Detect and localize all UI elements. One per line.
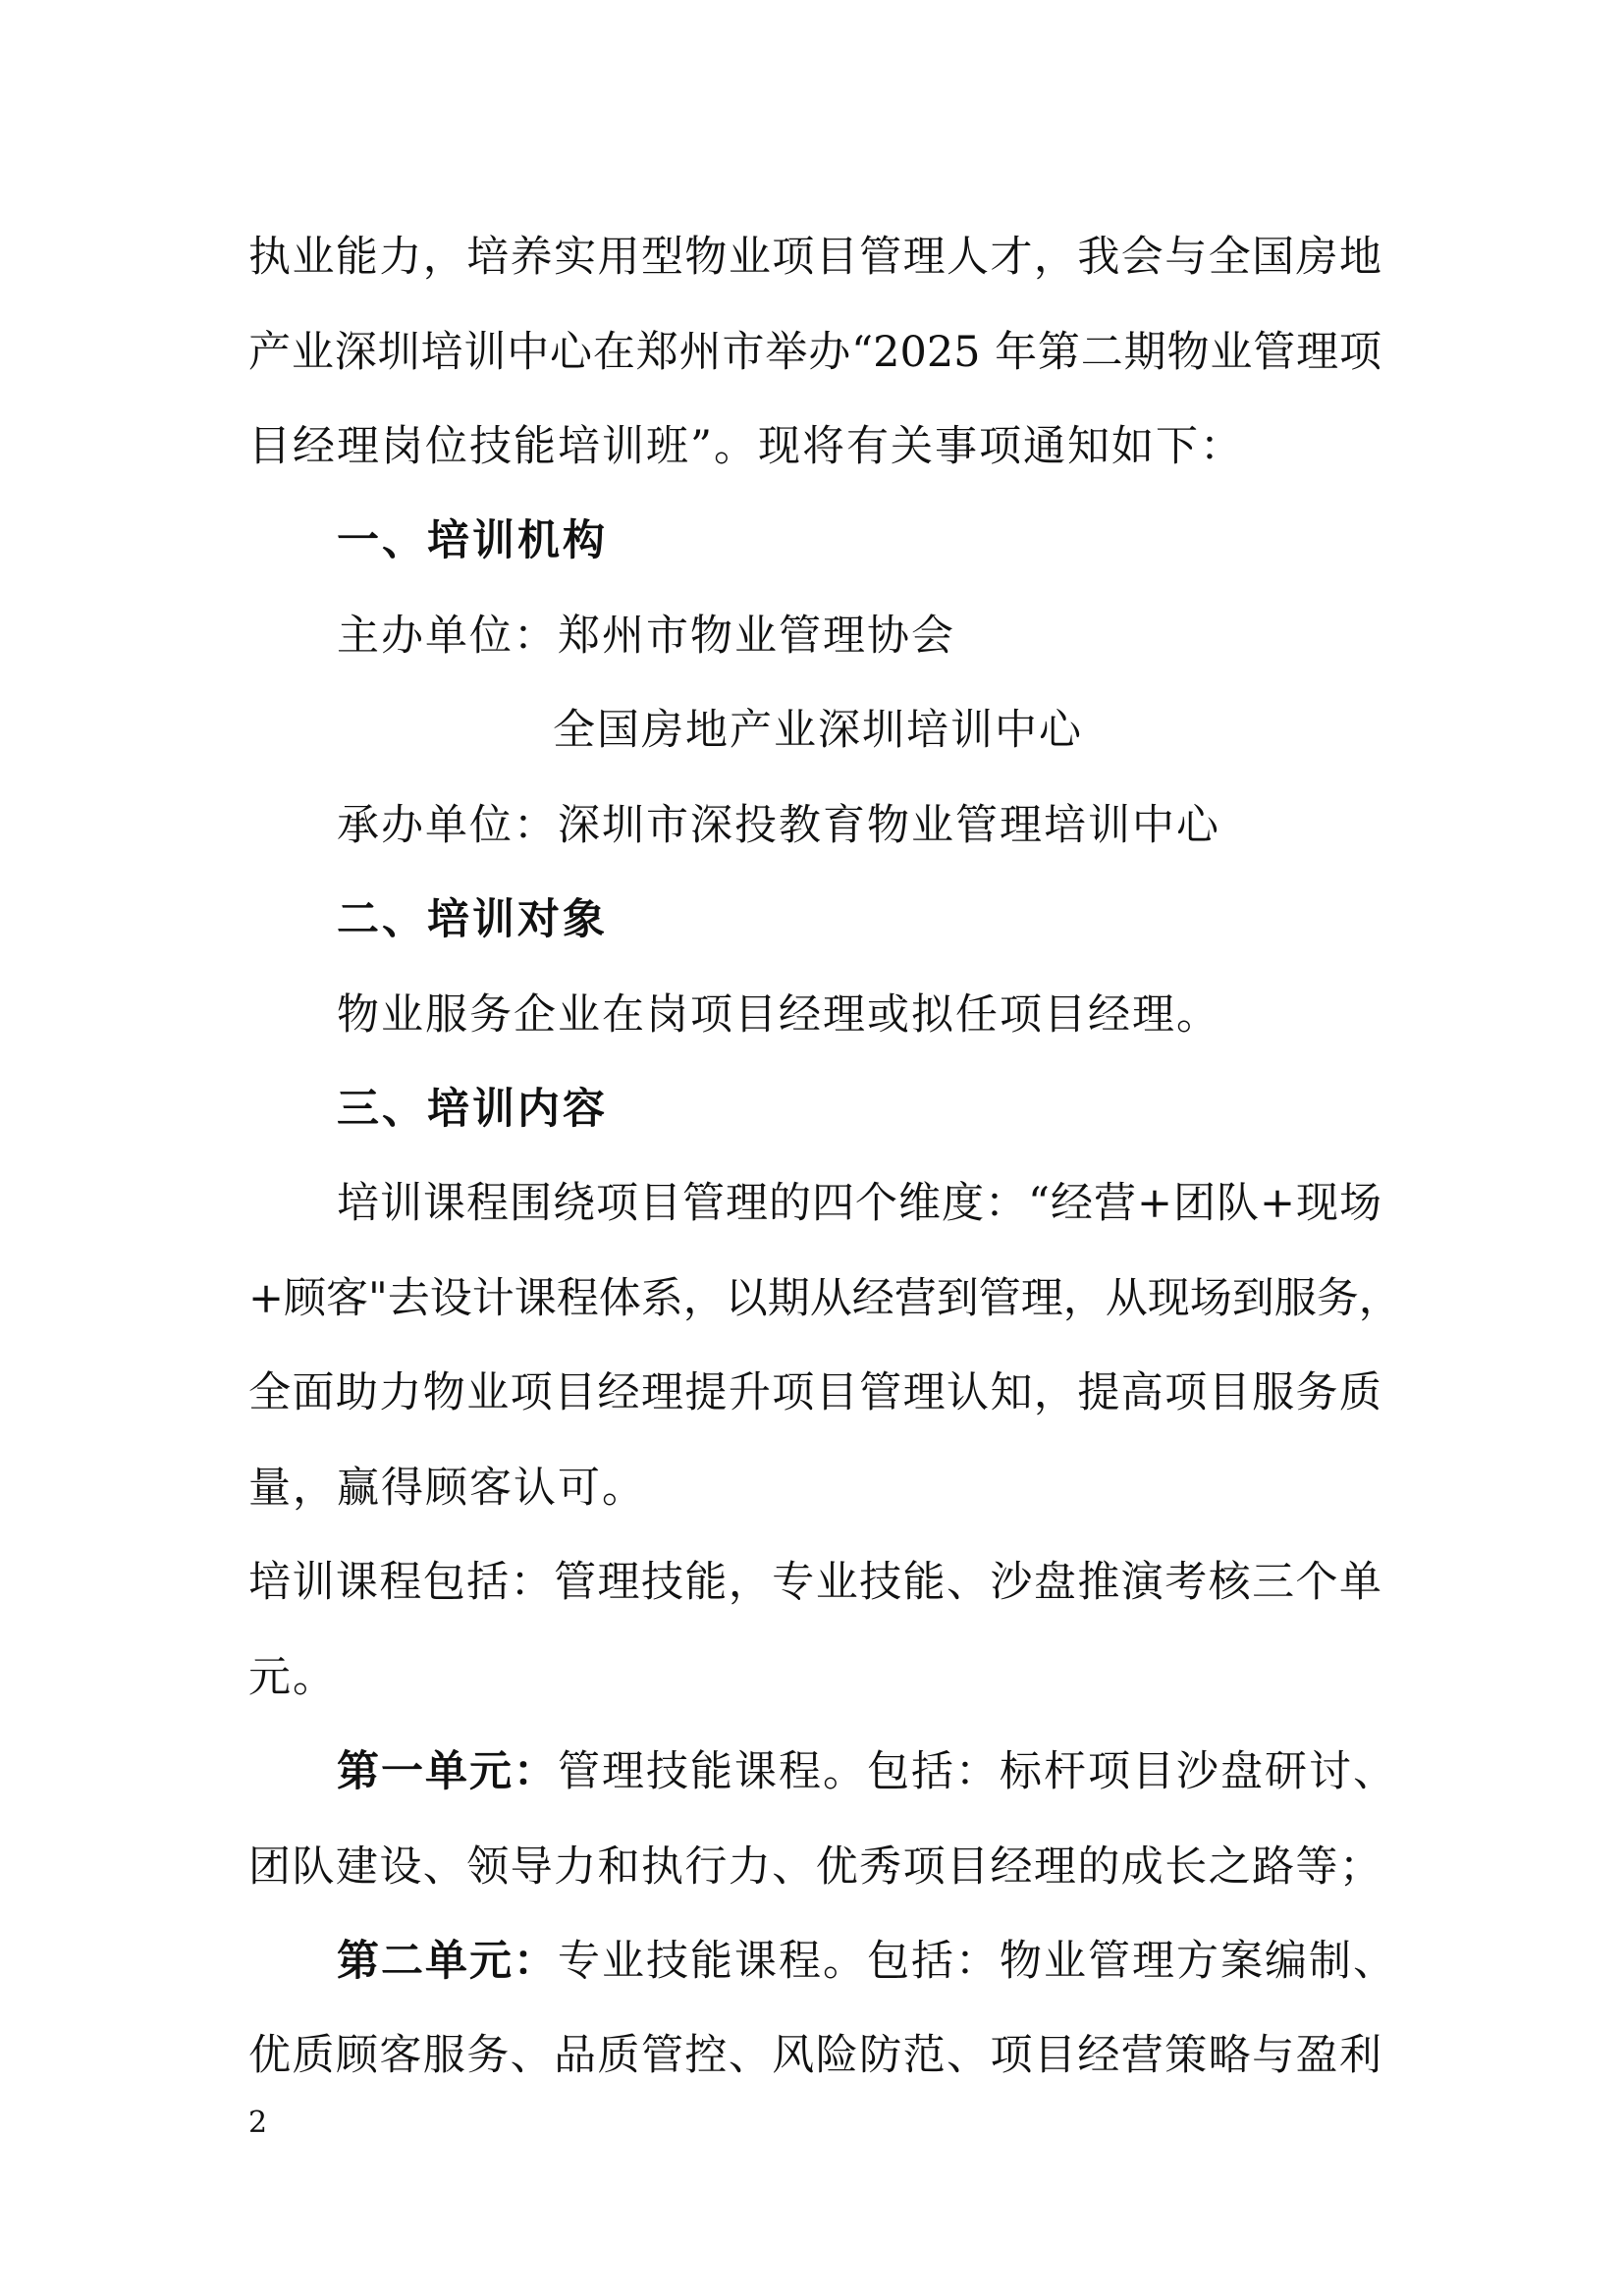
body-line-2: 产业深圳培训中心在郑州市举办“2025 年第二期物业管理项: [248, 328, 1381, 377]
section-heading-2: 二、培训对象: [337, 895, 608, 944]
organizer-line-2: 全国房地产业深圳培训中心: [553, 706, 1083, 755]
unit-2-line: [337, 1934, 1397, 1989]
content-line-1: 培训课程围绕项目管理的四个维度：“经营+团队+现场: [337, 1179, 1381, 1228]
section-heading-3: 三、培训内容: [337, 1085, 608, 1134]
unit-2-line-2: 优质顾客服务、品质管控、风险防范、项目经营策略与盈利: [248, 2031, 1381, 2080]
section-heading-1: 一、培训机构: [337, 516, 608, 565]
unit-1-line: [337, 1744, 1397, 1799]
co-organizer-line: 承办单位：深圳市深投教育物业管理培训中心: [337, 801, 1220, 850]
unit-2-text: 专业技能课程。包括：物业管理方案编制、: [558, 1937, 1397, 1986]
body-line-3: 目经理岗位技能培训班”。现将有关事项通知如下：: [248, 422, 1244, 471]
target-line: 物业服务企业在岗项目经理或拟任项目经理。: [337, 990, 1220, 1040]
content-line-4: 量，赢得顾客认可。: [248, 1464, 646, 1513]
unit-1-line-2: 团队建设、领导力和执行力、优秀项目经理的成长之路等；: [248, 1842, 1381, 1892]
content-line-2: +顾客"去设计课程体系，以期从经营到管理，从现场到服务，: [248, 1274, 1401, 1323]
content-line-3: 全面助力物业项目经理提升项目管理认知，提高项目服务质: [248, 1368, 1381, 1417]
unit-1-text: 管理技能课程。包括：标杆项目沙盘研讨、: [558, 1747, 1397, 1796]
organizer-line: 主办单位：郑州市物业管理协会: [337, 612, 955, 661]
unit-2-label: 第二单元：: [337, 1937, 558, 1986]
content-line-5: 培训课程包括：管理技能，专业技能、沙盘推演考核三个单: [248, 1558, 1381, 1607]
page-number: 2: [248, 2106, 268, 2140]
unit-1-label: 第一单元：: [337, 1747, 558, 1796]
body-line-1: 执业能力，培养实用型物业项目管理人才，我会与全国房地: [248, 233, 1381, 282]
content-line-6: 元。: [248, 1653, 337, 1702]
